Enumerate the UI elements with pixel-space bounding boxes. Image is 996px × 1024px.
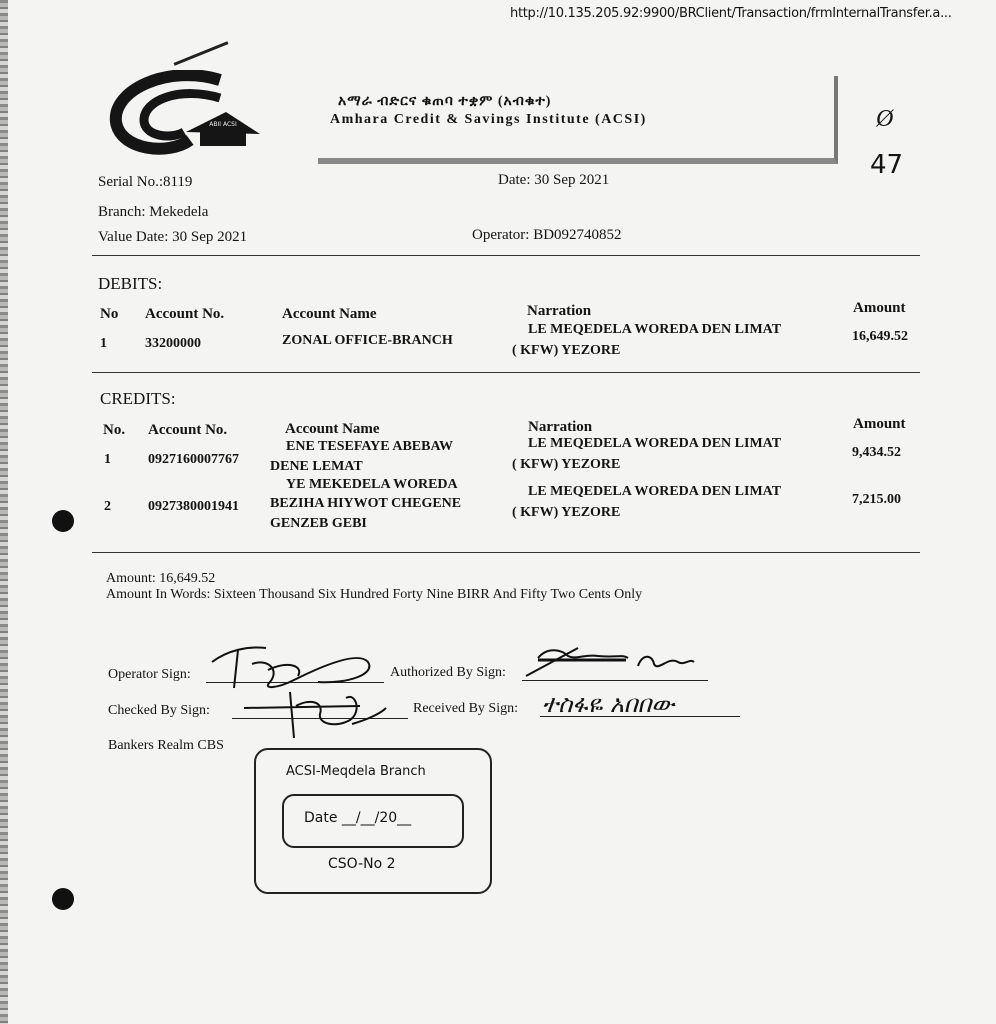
stamp-title: ACSI-Meqdela Branch [286, 764, 426, 779]
branch-stamp [254, 748, 492, 894]
row-narration-2: ( KFW) YEZORE [512, 505, 621, 520]
punch-hole-bottom [52, 888, 74, 910]
checked-sign-label: Checked By Sign: [108, 703, 210, 718]
row-narration: LE MEQEDELA WOREDA DEN LIMAT [528, 436, 782, 451]
operator-id: Operator: BD092740852 [472, 227, 622, 243]
row-account-name-2: BEZIHA HIYWOT CHEGENE [270, 496, 462, 511]
received-handwriting: ተስፋዬ አበበው [542, 690, 675, 718]
org-name-amharic: አማራ ብድርና ቁጠባ ተቋም (አብቁተ) [338, 94, 552, 109]
system-name: Bankers Realm CBS [108, 738, 224, 753]
serial-number: Serial No.:8119 [98, 174, 193, 190]
row-amount: 16,649.52 [852, 329, 908, 344]
credits-header-no: No. [103, 422, 126, 438]
divider [92, 552, 920, 553]
stamp-date-box [282, 794, 464, 848]
stamp-date: Date __/__/20__ [304, 810, 412, 826]
pen-mark [174, 41, 229, 66]
header-box [318, 76, 838, 164]
row-no: 1 [104, 452, 111, 467]
credits-header-amount: Amount [853, 416, 906, 432]
row-narration: LE MEQEDELA WOREDA DEN LIMAT [528, 322, 782, 337]
row-narration: LE MEQEDELA WOREDA DEN LIMAT [528, 484, 782, 499]
debits-header-no: No [100, 306, 119, 322]
divider [92, 372, 920, 373]
page-url: http://10.135.205.92:9900/BRClient/Transaction/frmInternalTransfer.a... [510, 6, 952, 21]
row-narration-2: ( KFW) YEZORE [512, 457, 621, 472]
row-no: 1 [100, 336, 107, 351]
stamp-cso-number: CSO-No 2 [328, 856, 396, 872]
handwritten-note-2: 47 [870, 150, 904, 180]
branch: Branch: Mekedela [98, 204, 209, 220]
row-no: 2 [104, 499, 111, 514]
row-amount: 7,215.00 [852, 492, 901, 507]
credits-header-account-no: Account No. [148, 422, 228, 438]
credits-title: CREDITS: [100, 389, 176, 408]
credits-header-narration: Narration [528, 419, 593, 435]
amount-in-words: Amount In Words: Sixteen Thousand Six Hundred Forty Nine BIRR And Fifty Two Cents Only [106, 587, 643, 602]
scanner-edge [0, 0, 8, 1024]
row-amount: 9,434.52 [852, 445, 901, 460]
operator-sign-label: Operator Sign: [108, 667, 191, 682]
debits-header-amount: Amount [853, 300, 906, 316]
row-account-name: ENE TESEFAYE ABEBAW [286, 439, 454, 454]
value-date: Value Date: 30 Sep 2021 [98, 229, 248, 245]
debits-header-account-name: Account Name [282, 306, 377, 322]
row-narration-2: ( KFW) YEZORE [512, 343, 621, 358]
row-account-name: ZONAL OFFICE-BRANCH [282, 333, 453, 348]
total-amount: Amount: 16,649.52 [106, 571, 216, 586]
acsi-logo [108, 70, 268, 160]
checked-signature [240, 684, 390, 744]
row-account-no: 0927160007767 [148, 452, 239, 467]
row-account-name-2: DENE LEMAT [270, 459, 363, 474]
row-account-name-3: GENZEB GEBI [270, 516, 367, 531]
authorized-signature [518, 636, 698, 686]
received-sign-label: Received By Sign: [413, 701, 518, 716]
debits-title: DEBITS: [98, 274, 163, 293]
debits-header-account-no: Account No. [145, 306, 225, 322]
row-account-no: 33200000 [145, 336, 201, 351]
row-account-no: 0927380001941 [148, 499, 239, 514]
debits-header-narration: Narration [527, 303, 592, 319]
org-name: Amhara Credit & Savings Institute (ACSI) [330, 112, 647, 127]
transaction-date: Date: 30 Sep 2021 [498, 172, 610, 188]
handwritten-note-1: Ø [876, 106, 894, 132]
credits-header-account-name: Account Name [285, 421, 380, 437]
authorized-sign-label: Authorized By Sign: [390, 665, 506, 680]
punch-hole-top [52, 510, 74, 532]
svg-text:ABII ACSI: ABII ACSI [209, 121, 237, 128]
row-account-name: YE MEKEDELA WOREDA [286, 477, 458, 492]
divider [92, 255, 920, 256]
